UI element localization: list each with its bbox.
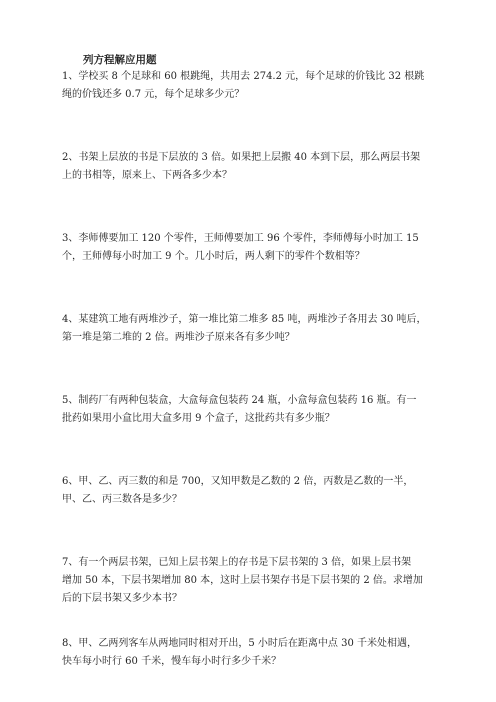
page-title: 列方程解应用题 (83, 54, 157, 66)
problem-text-line: 5、制药厂有两种包装盒，大盒每盒包装药 24 瓶，小盒每盒包装药 16 瓶。有一 (62, 395, 417, 406)
problem-6 (62, 473, 434, 509)
problem-text-line: 批药如果用小盒比用大盒多用 9 个盒子，这批药共有多少瓶？ (62, 413, 335, 424)
problem-8 (62, 635, 434, 671)
problem-text-line: 绳的价钱还多 0.7 元，每个足球多少元？ (62, 89, 245, 100)
problem-text-line: 后的下层书架又多少本书？ (62, 593, 182, 604)
problem-1 (62, 68, 434, 104)
problem-text-line: 3、李师傅要加工 120 个零件，王师傅要加工 96 个零件，李师傅每小时加工 15 (62, 233, 419, 244)
problem-text-line: 4、某建筑工地有两堆沙子，第一堆比第二堆多 85 吨，两堆沙子各用去 30 吨后， (62, 314, 427, 325)
problem-text-line: 甲、乙、丙三数各是多少？ (62, 494, 182, 505)
problem-3 (62, 230, 434, 266)
problem-text-line: 1、学校买 8 个足球和 60 根跳绳，共用去 274.2 元，每个足球的价钱比 32 根跳 (62, 71, 425, 82)
problem-text-line: 增加 50 本，下层书架增加 80 本，这时上层书架存书是下层书架的 2 倍。求增加 (62, 575, 423, 586)
problem-5 (62, 392, 434, 428)
problem-text-line: 第一堆是第二堆的 2 倍。两堆沙子原来各有多少吨？ (62, 332, 295, 343)
problem-text-line: 上的书相等，原来上、下两各多少本？ (62, 170, 232, 181)
problem-2 (62, 149, 434, 185)
problem-text-line: 快车每小时行 60 千米，慢车每小时行多少千米？ (62, 656, 282, 667)
problem-text-line: 2、书架上层放的书是下层放的 3 倍。如果把上层搬 40 本到下层，那么两层书架 (62, 152, 421, 163)
problem-text-line: 个，王师傅每小时加工 9 个。几小时后，两人剩下的零件个数相等？ (62, 251, 365, 262)
problem-text-line: 6、甲、乙、丙三数的和是 700，又知甲数是乙数的 2 倍，丙数是乙数的一半， (62, 476, 414, 487)
problem-4 (62, 311, 434, 347)
problem-text-line: 8、甲、乙两列客车从两地同时相对开出，5 小时后在距离中点 30 千米处相遇， (62, 638, 417, 649)
problem-7 (62, 554, 434, 608)
problem-text-line: 7、有一个两层书架，已知上层书架上的存书是下层书架的 3 倍，如果上层书架 (62, 557, 412, 568)
